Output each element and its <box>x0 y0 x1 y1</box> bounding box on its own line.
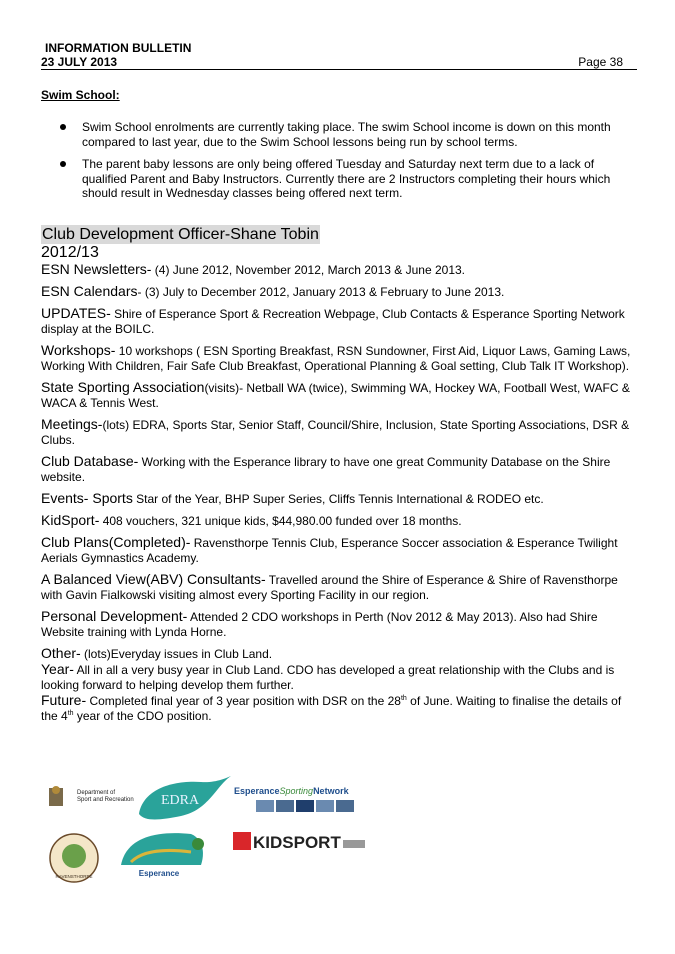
entry-label: Events- Sports <box>41 490 133 506</box>
edra-logo-text: EDRA <box>161 793 200 808</box>
entry-club-database <box>41 454 637 485</box>
entry-text: - (3) July to December 2012, January 2013 & February to June 2013. <box>137 285 505 299</box>
entry-label: State Sporting Association <box>41 379 205 395</box>
cdo-section-heading <box>41 225 637 262</box>
entry-esn-newsletters <box>41 262 637 278</box>
entry-label: Club Database- <box>41 453 139 469</box>
entry-meetings <box>41 417 637 448</box>
swim-school-list <box>41 120 637 209</box>
entry-personal-development <box>41 609 637 640</box>
entry-label: UPDATES- <box>41 305 111 321</box>
kidsport-logo-text: KIDSPORT <box>253 833 341 852</box>
entry-text: year of the CDO position. <box>73 709 212 723</box>
edra-logo <box>139 776 231 820</box>
entry-label: Personal Development- <box>41 608 188 624</box>
entry-text: (4) June 2012, November 2012, March 2013 & June 2013. <box>151 263 465 277</box>
dsr-logo <box>49 786 134 806</box>
kidsport-badge-icon <box>233 832 251 850</box>
entry-label: A Balanced View(ABV) Consultants- <box>41 571 266 587</box>
entry-club-plans <box>41 535 637 566</box>
entry-text: of June. Waiting to finalise the details of the 4 <box>41 694 622 723</box>
ravensthorpe-logo <box>50 834 98 882</box>
entry-events <box>41 491 637 507</box>
entry-label: Other- <box>41 645 81 661</box>
entry-text: (lots)Everyday issues in Club Land. <box>80 647 273 661</box>
page-header <box>41 41 637 69</box>
entry-text: Attended 2 CDO workshops in Perth (Nov 2012 & May 2013). Also had Shire Website training with Lynda Horne. <box>41 610 598 639</box>
entry-esn-calendars <box>41 284 637 300</box>
ordinal-suffix: th <box>400 695 407 702</box>
entry-label: ESN Newsletters- <box>41 261 152 277</box>
entry-label: Workshops- <box>41 342 116 358</box>
entry-text: Completed final year of 3 year position with DSR on the 28 <box>86 694 401 708</box>
bulletin-date: 23 JULY 2013 <box>41 55 118 69</box>
entry-kidsport <box>41 513 637 529</box>
entry-text: Star of the Year, BHP Super Series, Cliffs Tennis International & RODEO etc. <box>132 492 544 506</box>
esn-logo-text: EsperanceSportingNetwork <box>234 786 349 796</box>
page-number: Page 38 <box>578 55 623 69</box>
dsr-logo-text: Department of <box>77 790 116 796</box>
entry-workshops <box>41 343 637 374</box>
cdo-entries <box>41 262 637 724</box>
entry-text: (visits)- Netball WA (twice), Swimming WA, Hockey WA, Football West, WAFC & WACA & Tennis West. <box>41 381 630 410</box>
entry-text: Travelled around the Shire of Esperance & Shire of Ravensthorpe with Gavin Fialkowski visiting almost every Sporting Facility in our region. <box>41 573 618 602</box>
entry-state-sporting <box>41 380 637 411</box>
entry-abv-consultants <box>41 572 637 603</box>
list-item <box>41 157 637 201</box>
bullet-icon <box>60 124 66 130</box>
shire-of-esperance-logo <box>121 833 204 878</box>
entry-label: KidSport- <box>41 512 100 528</box>
kidsport-logo <box>233 832 365 852</box>
entry-label: Future- <box>41 692 87 708</box>
ravensthorpe-logo-text: RAVENSTHORPE <box>55 874 93 879</box>
header-divider <box>41 69 637 70</box>
entry-text: 408 vouchers, 321 unique kids, $44,980.00 funded over 18 months. <box>99 514 462 528</box>
entry-text: (lots) EDRA, Sports Star, Senior Staff, Council/Shire, Inclusion, State Sporting Associations, DSR & Clubs. <box>41 418 630 447</box>
entry-label: ESN Calendars <box>41 283 138 299</box>
entry-text: Shire of Esperance Sport & Recreation Webpage, Club Contacts & Esperance Sporting Network display at the BOILC. <box>41 307 625 336</box>
bullet-icon <box>60 161 66 167</box>
cdo-year: 2012/13 <box>41 244 99 261</box>
bulletin-title: INFORMATION BULLETIN <box>45 41 192 55</box>
list-item-text: Swim School enrolments are currently taking place. The swim School income is down on this month compared to last year, due to the Swim School lessons being run by school terms. <box>82 120 611 149</box>
list-item-text: The parent baby lessons are only being offered Tuesday and Saturday next term due to a lack of qualified Parent and Baby Instructors. Currently there are 2 Instructors completing their hours which should result in Wednesday classes being offered next term. <box>82 157 611 200</box>
entry-other <box>41 646 637 662</box>
esn-logo <box>234 786 354 812</box>
entry-updates <box>41 306 637 337</box>
ordinal-suffix: th <box>67 710 74 717</box>
entry-label: Club Plans(Completed)- <box>41 534 191 550</box>
list-item <box>41 120 637 149</box>
esperance-logo-text: Esperance <box>138 869 180 878</box>
entry-text: 10 workshops ( ESN Sporting Breakfast, RSN Sundowner, First Aid, Liquor Laws, Gaming Laws, Working With Children, Fair Safe Club Breakfast, Operational Planning & Goal setting, Club Talk IT Workshop). <box>41 344 631 373</box>
entry-text: All in all a very busy year in Club Land. CDO has developed a great relationship with the Clubs and is looking forward to helping develop them further. <box>41 663 615 692</box>
entry-label: Year- <box>41 661 74 677</box>
swim-school-heading: Swim School: <box>41 88 120 102</box>
entry-text: Ravensthorpe Tennis Club, Esperance Soccer association & Esperance Twilight Aerials Gymnastics Academy. <box>41 536 618 565</box>
entry-text: Working with the Esperance library to have one great Community Database on the Shire website. <box>41 455 611 484</box>
entry-label: Meetings- <box>41 416 103 432</box>
entry-year <box>41 662 637 693</box>
entry-future <box>41 693 637 724</box>
cdo-title: Club Development Officer-Shane Tobin <box>42 226 319 243</box>
dsr-logo-text: Sport and Recreation <box>77 797 134 803</box>
partner-logos <box>41 770 381 890</box>
